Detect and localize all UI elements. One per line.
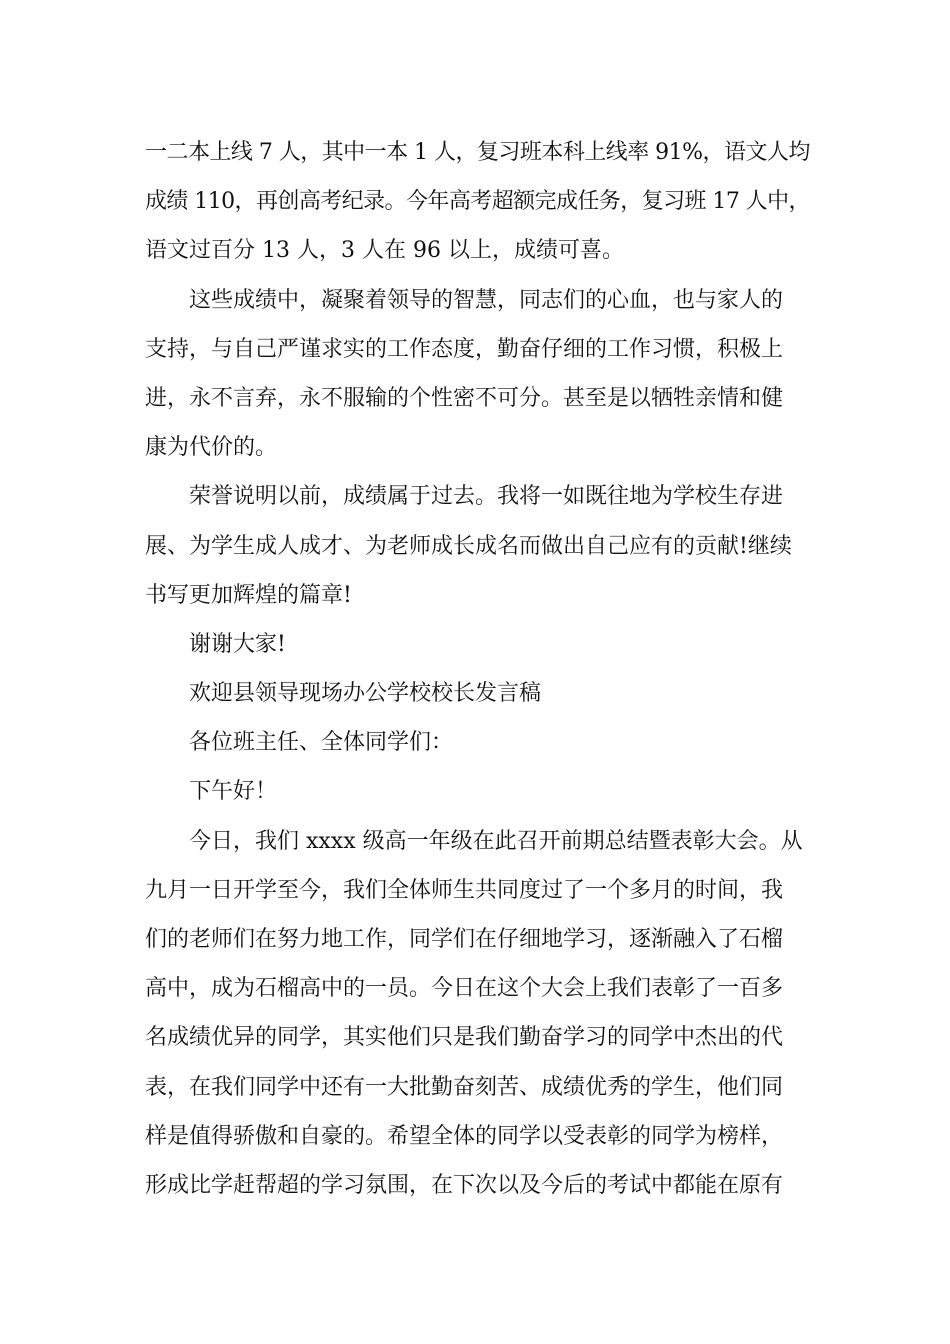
document-body xyxy=(145,128,810,1210)
text-line: 展、为学生成人成才、为老师成长成名而做出自己应有的贡献!继续 xyxy=(145,533,792,559)
text-line: 形成比学赶帮超的学习氛围，在下次以及今后的考试中都能在原有 xyxy=(145,1172,784,1198)
greeting: 下午好！ xyxy=(189,779,278,805)
paragraph-first-line: 这些成绩中，凝聚着领导的智慧，同志们的心血，也与家人的 xyxy=(189,287,784,313)
text-line: 样是值得骄傲和自豪的。希望全体的同学以受表彰的同学为榜样， xyxy=(145,1123,784,1149)
paragraph-first-line: 荣誉说明以前，成绩属于过去。我将一如既往地为学校生存进 xyxy=(189,484,784,510)
text-line: 康为代价的。 xyxy=(145,435,278,461)
text-line: 高中，成为石榴高中的一员。今日在这个大会上我们表彰了一百多 xyxy=(145,976,784,1002)
text-line: 九月一日开学至今，我们全体师生共同度过了一个多月的时间，我 xyxy=(145,877,784,903)
text-line: 一二本上线 7 人，其中一本 1 人，复习班本科上线率 91%，语文人均 xyxy=(145,140,810,165)
text-line: 成绩 110，再创高考纪录。今年高考超额完成任务，复习班 17 人中， xyxy=(145,189,810,215)
text-line: 名成绩优异的同学，其实他们只是我们勤奋学习的同学中杰出的代 xyxy=(145,1025,784,1051)
text-line: 进，永不言弃，永不服输的个性密不可分。甚至是以牺牲亲情和健 xyxy=(145,385,784,411)
paragraph-first-line: 今日，我们 xxxx 级高一年级在此召开前期总结暨表彰大会。从 xyxy=(189,828,803,854)
text-line: 支持，与自己严谨求实的工作态度，勤奋仔细的工作习惯，积极上 xyxy=(145,336,784,362)
text-line: 表，在我们同学中还有一大批勤奋刻苦、成绩优秀的学生，他们同 xyxy=(145,1074,784,1100)
text-line: 语文过百分 13 人，3 人在 96 以上，成绩可喜。 xyxy=(145,238,624,264)
speech-title: 欢迎县领导现场办公学校校长发言稿 xyxy=(189,681,542,707)
closing-thanks: 谢谢大家! xyxy=(189,631,286,657)
text-line: 们的老师们在努力地工作，同学们在仔细地学习，逐渐融入了石榴 xyxy=(145,927,784,952)
salutation: 各位班主任、全体同学们： xyxy=(189,730,454,756)
text-line: 书写更加辉煌的篇章! xyxy=(145,582,352,608)
